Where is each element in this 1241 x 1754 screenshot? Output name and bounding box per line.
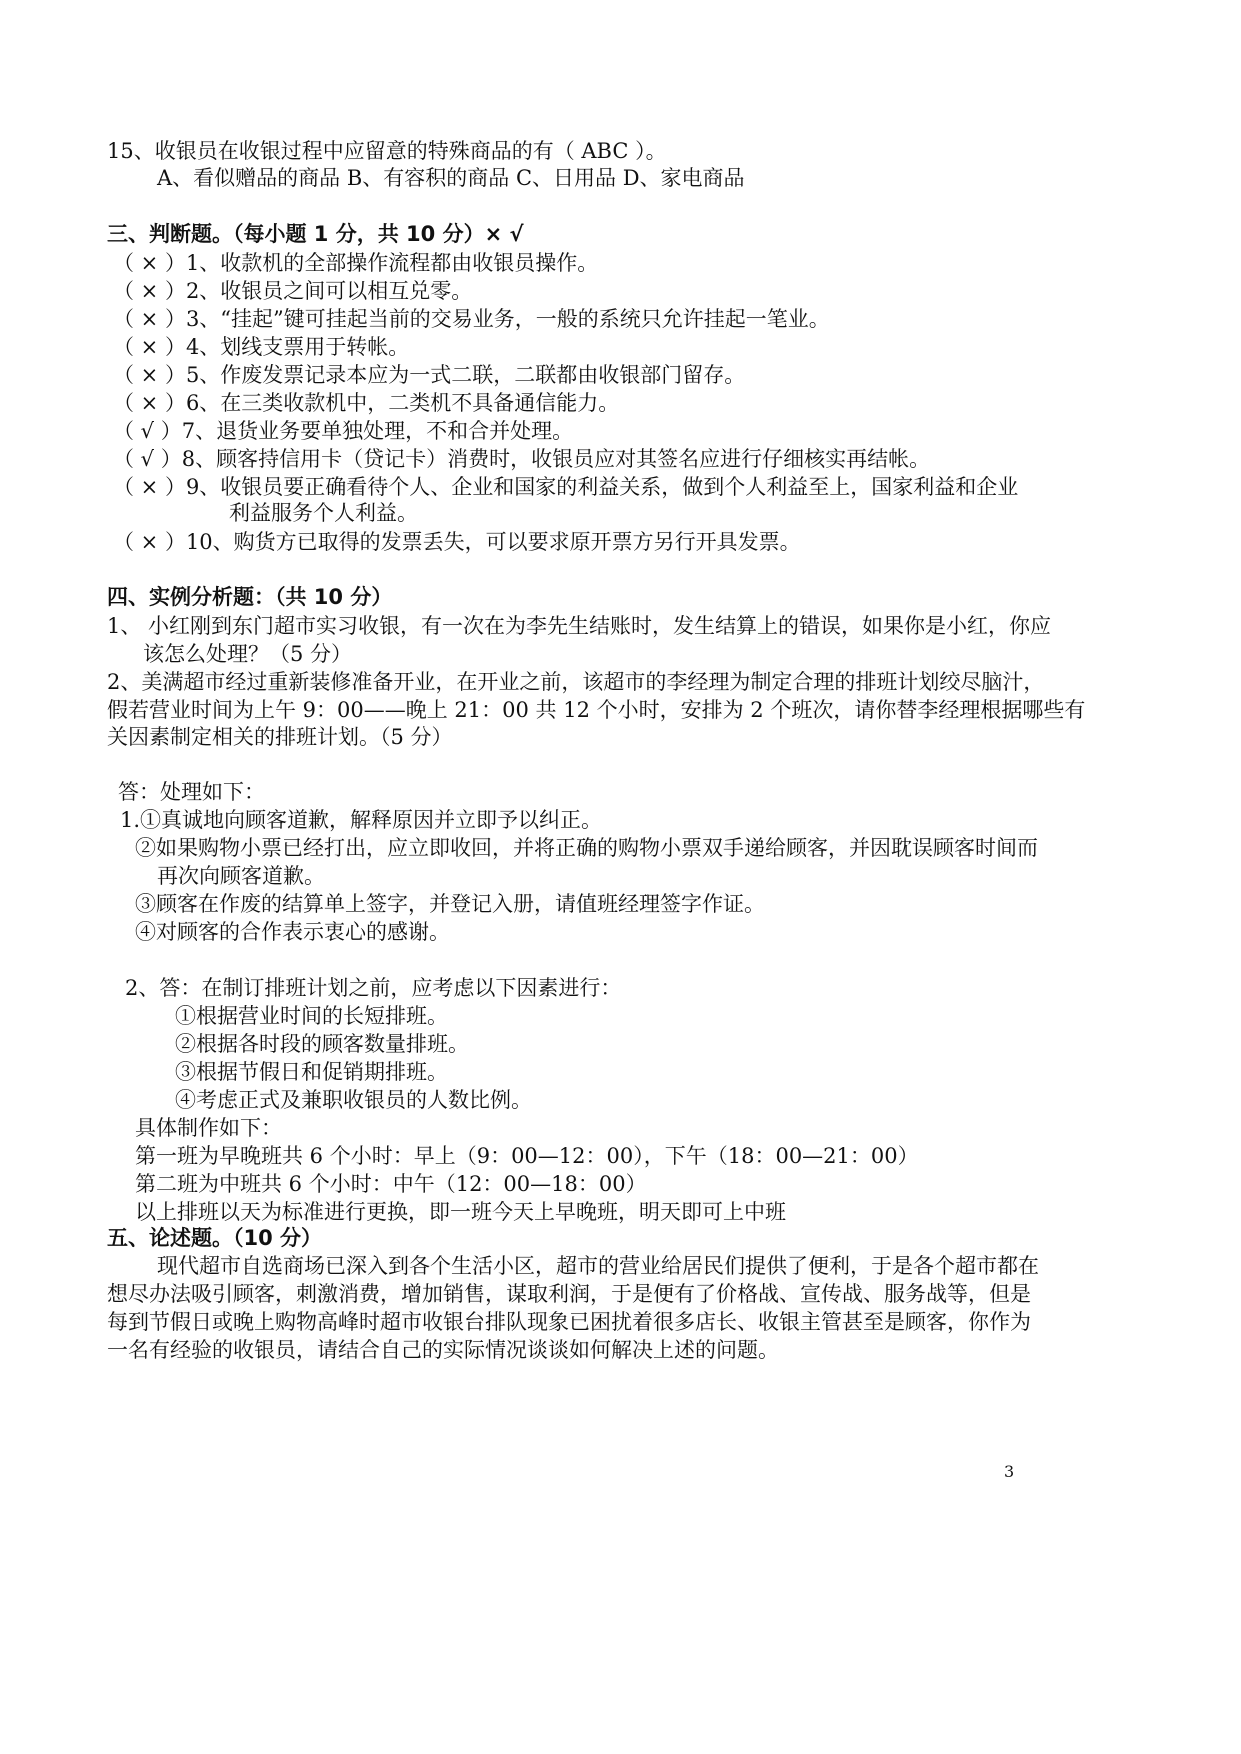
answer-2-factor-2: ②根据各时段的顾客数量排班。 — [175, 1032, 469, 1056]
judgment-item-6: （ × ）6、在三类收款机中，二类机不具备通信能力。 — [113, 391, 620, 415]
judgment-item-5: （ × ）5、作废发票记录本应为一式二联，二联都由收银部门留存。 — [113, 363, 746, 387]
answer-2-intro: 2、答：在制订排班计划之前，应考虑以下因素进行： — [125, 976, 622, 1000]
essay-line-3: 每到节假日或晚上购物高峰时超市收银台排队现象已困扰着很多店长、收银主管甚至是顾客，你作为 — [107, 1310, 1031, 1334]
answer-1-step-4: ④对顾客的合作表示衷心的感谢。 — [135, 920, 450, 944]
judgment-item-9-cont: 利益服务个人利益。 — [229, 501, 418, 525]
essay-line-1: 现代超市自选商场已深入到各个生活小区，超市的营业给居民们提供了便利，于是各个超市都在 — [157, 1254, 1039, 1278]
answer-2-shift-2: 第二班为中班共 6 个小时：中午（12：00—18：00） — [135, 1172, 647, 1196]
judgment-item-9: （ × ）9、收银员要正确看待个人、企业和国家的利益关系，做到个人利益至上，国家利益和企业 — [113, 475, 1019, 499]
case-question-2: 2、美满超市经过重新装修准备开业，在开业之前，该超市的李经理为制定合理的排班计划绞尽脑汁， — [107, 670, 1045, 694]
question-15-options: A、看似赠品的商品 B、有容积的商品 C、日用品 D、家电商品 — [157, 166, 745, 190]
section-4-heading: 四、实例分析题：（共 10 分） — [107, 585, 393, 609]
answer-2-shift-1: 第一班为早晚班共 6 个小时：早上（9：00—12：00），下午（18：00—21：00） — [135, 1144, 919, 1168]
section-5-heading: 五、论述题。（10 分） — [107, 1226, 323, 1250]
page-number: 3 — [1004, 1462, 1015, 1481]
essay-line-4: 一名有经验的收银员，请结合自己的实际情况谈谈如何解决上述的问题。 — [107, 1338, 779, 1362]
answer-2-factor-1: ①根据营业时间的长短排班。 — [175, 1004, 448, 1028]
judgment-item-4: （ × ）4、划线支票用于转帐。 — [113, 335, 410, 359]
case-question-2-cont-1: 假若营业时间为上午 9：00——晚上 21：00 共 12 个小时，安排为 2 个班次，请你替李经理根据哪些有 — [107, 698, 1086, 722]
essay-line-2: 想尽办法吸引顾客，刺激消费，增加销售，谋取利润，于是便有了价格战、宣传战、服务战等，但是 — [107, 1282, 1031, 1306]
answer-1-step-3: ③顾客在作废的结算单上签字，并登记入册，请值班经理签字作证。 — [135, 892, 765, 916]
case-question-1-cont: 该怎么处理？（5 分） — [143, 642, 353, 666]
judgment-item-10: （ × ）10、购货方已取得的发票丢失，可以要求原开票方另行开具发票。 — [113, 530, 801, 554]
judgment-item-3: （ × ）3、“挂起”键可挂起当前的交易业务，一般的系统只允许挂起一笔业。 — [113, 307, 830, 331]
answer-2-plan-intro: 具体制作如下： — [135, 1116, 282, 1140]
case-question-1: 1、 小红刚到东门超市实习收银，有一次在为李先生结账时，发生结算上的错误，如果你是小红，你应 — [107, 614, 1052, 638]
judgment-item-8: （ √ ）8、顾客持信用卡（贷记卡）消费时，收银员应对其签名应进行仔细核实再结帐。 — [113, 447, 931, 471]
section-3-heading: 三、判断题。（每小题 1 分，共 10 分）× √ — [107, 222, 524, 246]
judgment-item-7: （ √ ）7、退货业务要单独处理，不和合并处理。 — [113, 419, 574, 443]
judgment-item-1: （ × ）1、收款机的全部操作流程都由收银员操作。 — [113, 251, 599, 275]
judgment-item-2: （ × ）2、收银员之间可以相互兑零。 — [113, 279, 473, 303]
answer-1-step-2-cont: 再次向顾客道歉。 — [157, 864, 325, 888]
question-15-stem: 15、收银员在收银过程中应留意的特殊商品的有（ ABC ）。 — [107, 139, 667, 163]
answer-2-factor-4: ④考虑正式及兼职收银员的人数比例。 — [175, 1088, 532, 1112]
case-question-2-cont-2: 关因素制定相关的排班计划。（5 分） — [107, 725, 453, 749]
answer-2-factor-3: ③根据节假日和促销期排班。 — [175, 1060, 448, 1084]
answer-1-step-1: 1.①真诚地向顾客道歉，解释原因并立即予以纠正。 — [120, 808, 603, 832]
answer-1-step-2: ②如果购物小票已经打出，应立即收回，并将正确的购物小票双手递给顾客，并因耽误顾客时间而 — [135, 836, 1038, 860]
answer-2-rotation: 以上排班以天为标准进行更换，即一班今天上早晚班，明天即可上中班 — [135, 1200, 786, 1224]
answer-1-intro: 答：处理如下： — [118, 780, 265, 804]
